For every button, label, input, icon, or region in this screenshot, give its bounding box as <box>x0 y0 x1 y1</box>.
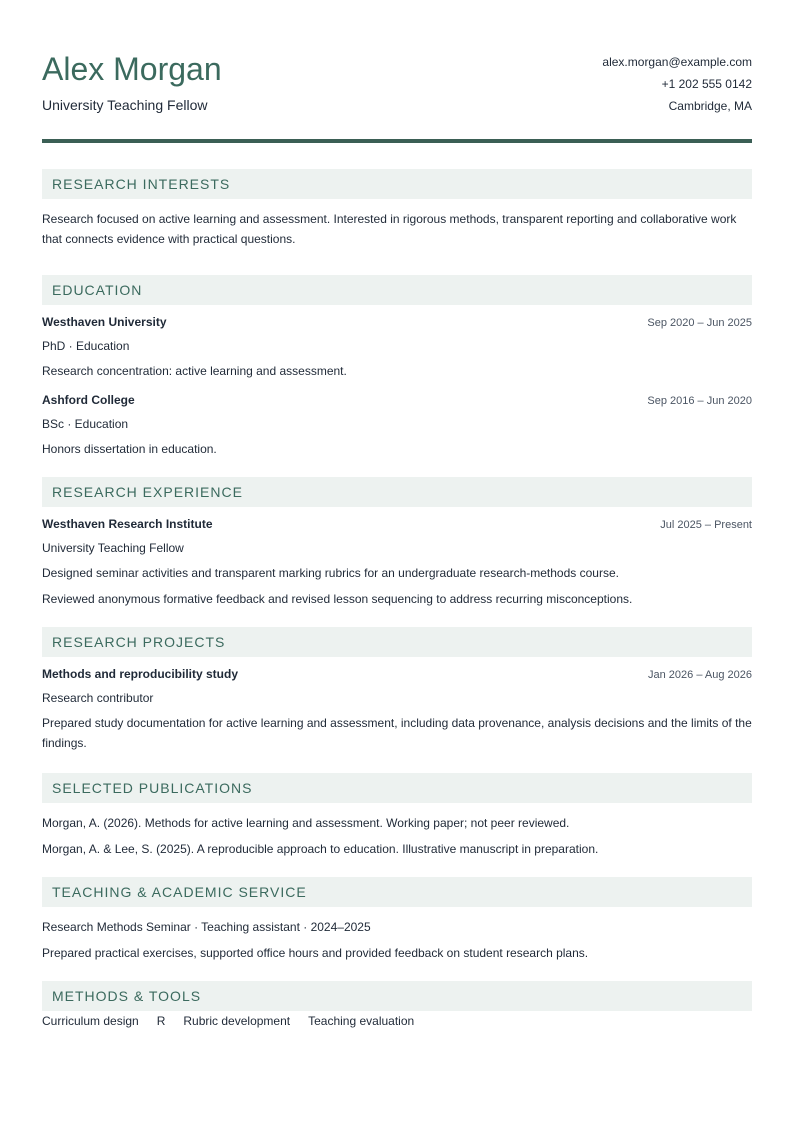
candidate-name: Alex Morgan <box>42 51 222 87</box>
institution-name: Westhaven University <box>42 315 167 329</box>
project-role: Research contributor <box>42 691 154 705</box>
teaching-description: Prepared practical exercises, supported office hours and provided feedback on student research plans. <box>42 946 589 960</box>
entry-dates: Jan 2026 – Aug 2026 <box>648 669 752 681</box>
employer-name: Westhaven Research Institute <box>42 517 213 531</box>
interests-text: Research focused on active learning and assessment. Interested in rigorous methods, transparent reporting and collaborative work that connects evidence with practical questions. <box>42 212 737 246</box>
section-heading: TEACHING & ACADEMIC SERVICE <box>42 877 752 907</box>
education-entry <box>42 393 752 459</box>
project-description: Prepared study documentation for active learning and assessment, including data provenance, analysis decisions and the limits of the findings. <box>42 716 752 750</box>
header-divider <box>42 139 752 143</box>
section-heading: EDUCATION <box>42 275 752 305</box>
section-heading: RESEARCH INTERESTS <box>42 169 752 199</box>
degree: BSc · Education <box>42 417 129 431</box>
section-research-experience <box>42 477 752 609</box>
experience-entry <box>42 517 752 609</box>
contact-email[interactable]: alex.morgan@example.com <box>602 55 752 69</box>
entry-description: Research concentration: active learning and assessment. <box>42 364 347 378</box>
entry-dates: Sep 2016 – Jun 2020 <box>647 395 752 407</box>
tool-item: Rubric development <box>183 1014 291 1028</box>
section-research-projects <box>42 627 752 753</box>
experience-bullet: Reviewed anonymous formative feedback and revised lesson sequencing to address recurring misconceptions. <box>42 592 633 606</box>
section-research-interests <box>42 169 752 249</box>
section-education <box>42 275 752 459</box>
section-heading: METHODS & TOOLS <box>42 981 752 1011</box>
section-methods-tools <box>42 981 752 1031</box>
project-name: Methods and reproducibility study <box>42 667 239 681</box>
degree: PhD · Education <box>42 339 130 353</box>
tool-item: Curriculum design <box>42 1014 139 1028</box>
contact-phone: +1 202 555 0142 <box>661 77 752 91</box>
tools-list <box>42 1011 752 1031</box>
education-entry <box>42 315 752 381</box>
section-selected-publications <box>42 773 752 859</box>
experience-bullet: Designed seminar activities and transparent marking rubrics for an undergraduate research-methods course. <box>42 566 619 580</box>
resume-header <box>42 0 752 140</box>
entry-dates: Jul 2025 – Present <box>660 519 752 531</box>
publication-item: Morgan, A. (2026). Methods for active learning and assessment. Working paper; not peer reviewed. <box>42 816 570 830</box>
entry-description: Honors dissertation in education. <box>42 442 217 456</box>
position-title: University Teaching Fellow <box>42 541 184 555</box>
candidate-role: University Teaching Fellow <box>42 97 208 113</box>
tool-item: Teaching evaluation <box>308 1014 415 1028</box>
publication-item: Morgan, A. & Lee, S. (2025). A reproducible approach to education. Illustrative manuscript in preparation. <box>42 842 599 856</box>
contact-block <box>602 54 752 120</box>
section-heading: RESEARCH PROJECTS <box>42 627 752 657</box>
institution-name: Ashford College <box>42 393 135 407</box>
section-heading: SELECTED PUBLICATIONS <box>42 773 752 803</box>
project-entry <box>42 667 752 753</box>
contact-location: Cambridge, MA <box>668 99 752 113</box>
section-heading: RESEARCH EXPERIENCE <box>42 477 752 507</box>
section-teaching-service <box>42 877 752 963</box>
entry-dates: Sep 2020 – Jun 2025 <box>647 317 752 329</box>
tool-item: R <box>156 1014 166 1028</box>
teaching-line: Research Methods Seminar · Teaching assistant · 2024–2025 <box>42 920 371 934</box>
